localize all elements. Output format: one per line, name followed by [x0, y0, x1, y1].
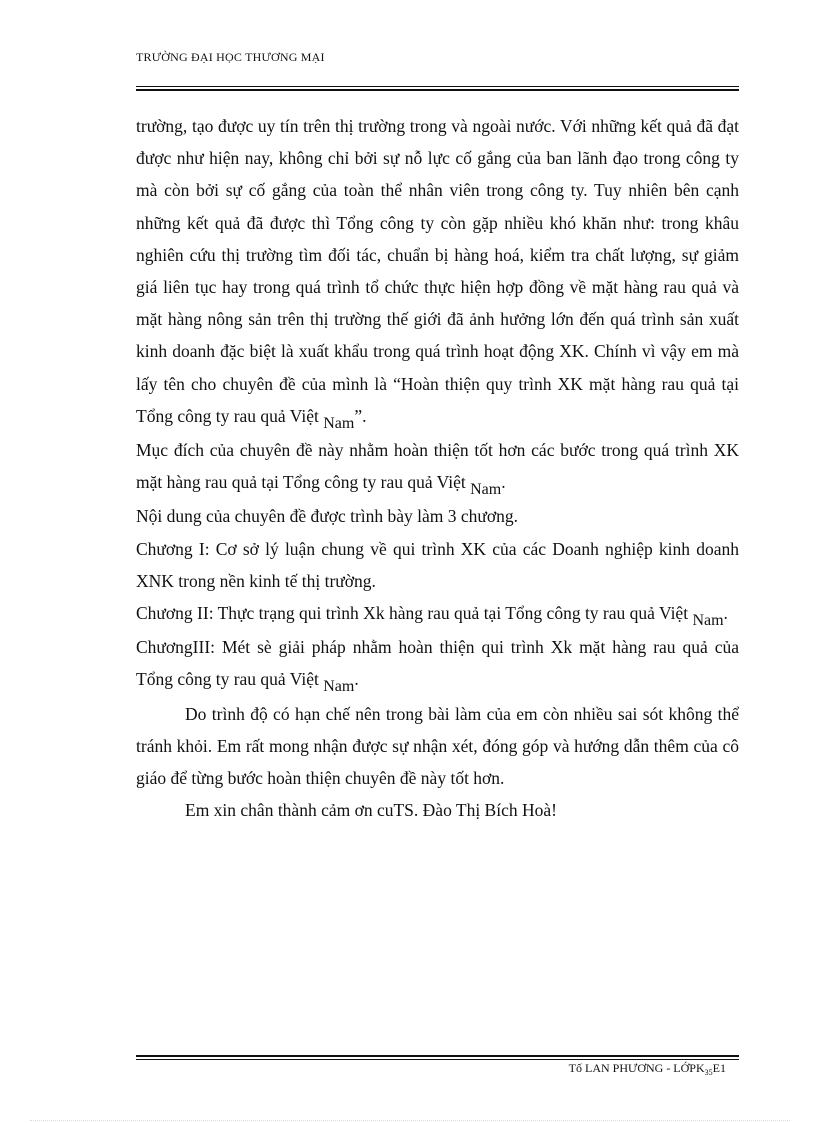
paragraph-text: Nội dung của chuyên đề được trình bày làm 3 chương. — [136, 506, 519, 527]
paragraph-text: Do trình độ có hạn chế nên trong bài làm của em còn nhiều sai sót không thể tránh khỏi. Em rất mong nhận được sự nhận xét, đóng góp và hướng dẫn thêm của cô giáo để từng bước hoàn thiện chuyên đề này tốt hơn. — [136, 703, 739, 789]
paragraph-text: Chương I: Cơ sở lý luận chung về qui trình XK của các Doanh nghiệp kinh doanh XNK trong nền kinh tế thị trường. — [136, 538, 739, 591]
subscript-text: Nam — [323, 414, 355, 432]
paragraph-text: Em xin chân thành cảm ơn cuTS. Đào Thị Bích Hoà! — [185, 800, 557, 821]
header-rule-top — [136, 86, 739, 87]
paragraph-text: Chương II: Thực trạng qui trình Xk hàng rau quả tại Tổng công ty rau quả Việt — [136, 603, 689, 624]
subscript-text: Nam — [692, 612, 724, 630]
footer-rule-bottom — [136, 1059, 739, 1060]
paragraph-intro — [136, 110, 739, 434]
paragraph-end: . — [354, 669, 359, 690]
subscript-text: Nam — [323, 678, 355, 696]
footer-class-subscript: 35 — [704, 1068, 713, 1077]
paragraph-text: Mục đích của chuyên đề này nhằm hoàn thiện tốt hơn các bước trong quá trình XK mặt hàng rau quả tại Tổng công ty rau quả Việt — [136, 440, 739, 493]
page-edge-divider — [30, 1120, 790, 1121]
header-rule-bottom — [136, 89, 739, 91]
footer-author-name: Tố LAN PHƯƠNG - LỚPK — [568, 1061, 705, 1075]
paragraph-text: ChươngIII: Mét sè giải pháp nhằm hoàn thiện qui trình Xk mặt hàng rau quả của Tổng công ty rau quả Việt — [136, 637, 739, 690]
footer-author — [569, 1061, 726, 1076]
paragraph-chapter-3 — [136, 631, 739, 697]
header-title: TRƯỜNG ĐẠI HỌC THƯƠNG MẠI — [136, 50, 325, 64]
paragraph-chapter-2 — [136, 597, 739, 631]
footer-class-suffix: E1 — [712, 1061, 726, 1075]
paragraph-thanks — [136, 794, 739, 826]
paragraph-chapter-1 — [136, 533, 739, 597]
paragraph-content — [136, 500, 739, 532]
paragraph-purpose — [136, 434, 739, 500]
paragraph-apology — [136, 698, 739, 795]
paragraph-text: trường, tạo được uy tín trên thị trường trong và ngoài nước. Với những kết quả đã đạt được như hiện nay, không chỉ bởi sự nỗ lực cố gắng của ban lãnh đạo trong công ty mà còn bởi sự cố gắng của toàn thể nhân viên trong công ty. Tuy nhiên bên cạnh những kết quả đã được thì Tổng công ty còn gặp nhiều khó khăn như: trong khâu nghiên cứu thị trường tìm đối tác, chuẩn bị hàng hoá, kiểm tra chất lượng, sự giảm giá liên tục hay trong quá trình tổ chức thực hiện hợp đồng về mặt hàng rau quả và mặt hàng nông sản trên thị trường thế giới đã ảnh hưởng lớn đến quá trình sản xuất kinh doanh đặc biệt là xuất khẩu trong quá trình hoạt động XK. Chính vì vậy em mà lấy tên cho chuyên đề của mình là “Hoàn thiện quy trình XK mặt hàng rau quả tại Tổng công ty rau quả Việt — [136, 116, 739, 426]
paragraph-end: . — [501, 472, 506, 493]
footer-rule-top — [136, 1055, 739, 1057]
subscript-text: Nam — [470, 481, 502, 499]
paragraph-end: ”. — [354, 405, 367, 426]
document-body — [136, 110, 739, 826]
paragraph-end: . — [723, 603, 728, 624]
